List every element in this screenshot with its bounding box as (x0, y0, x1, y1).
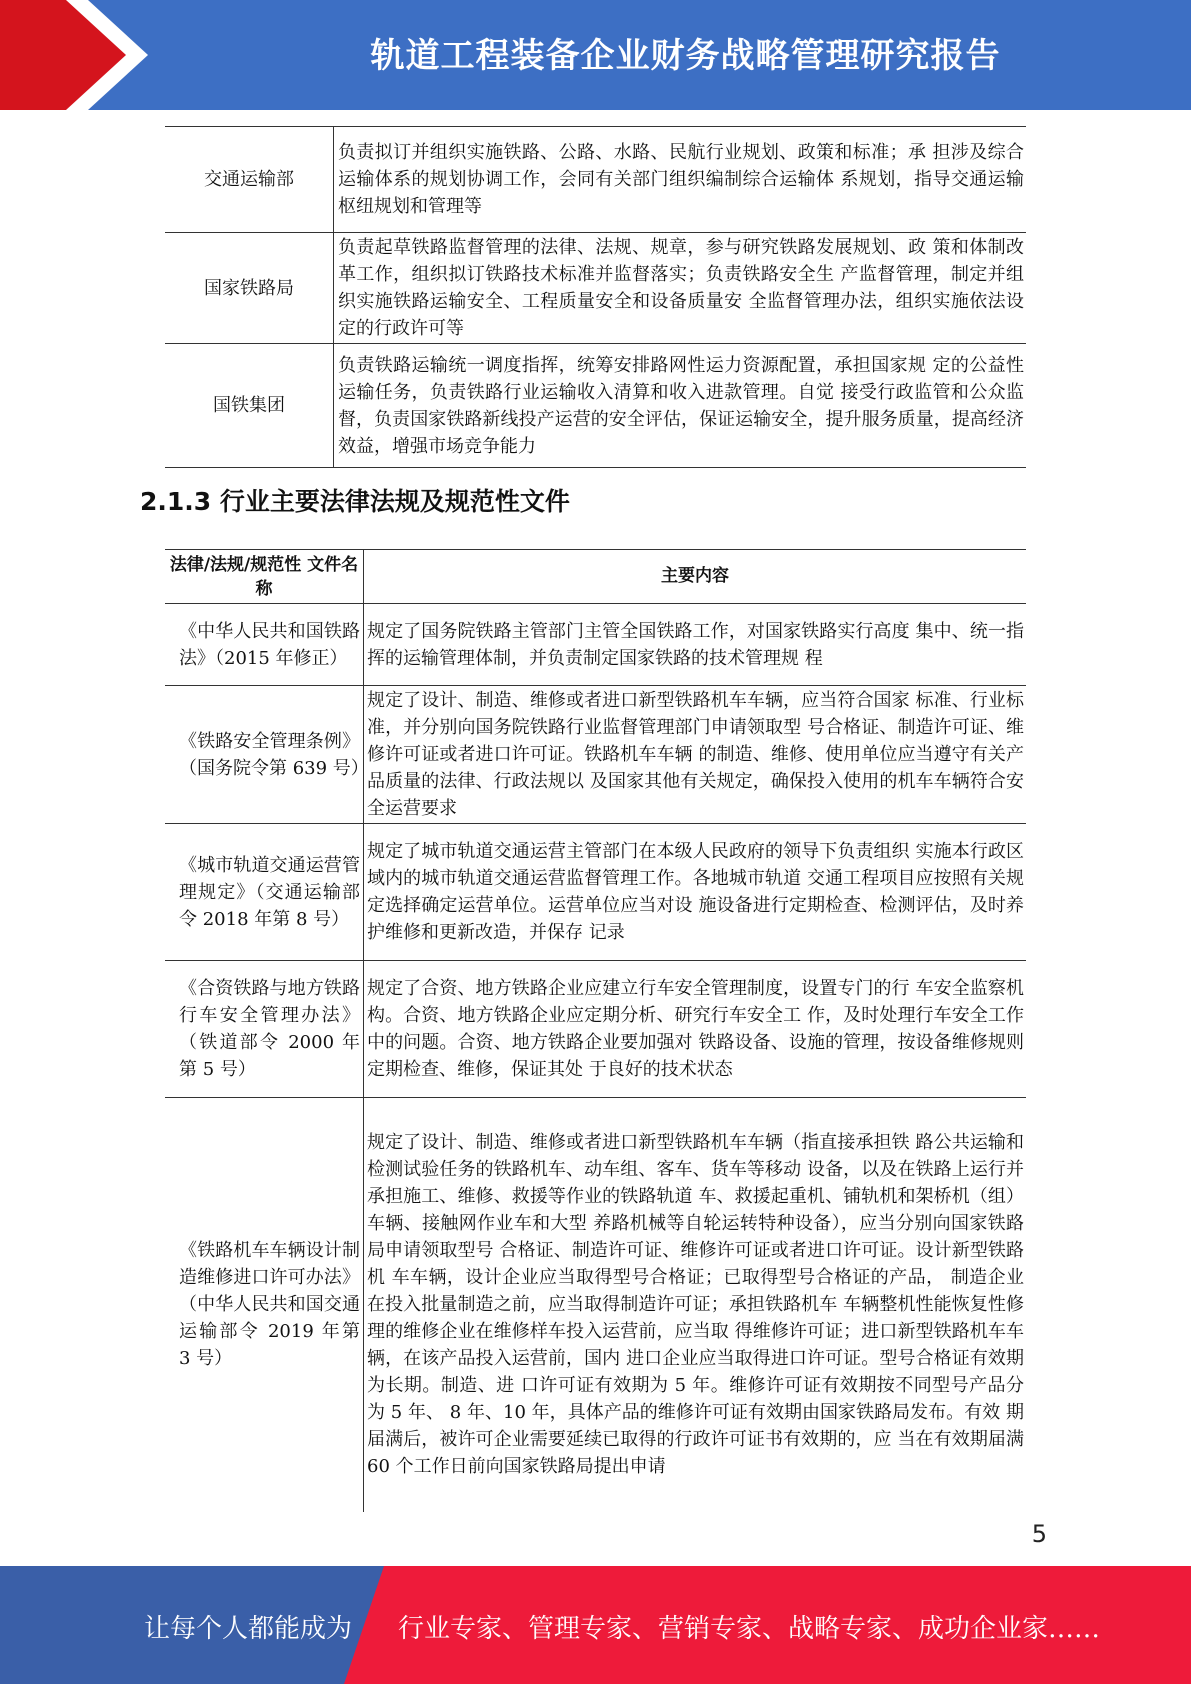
law-content: 规定了城市轨道交通运营主管部门在本级人民政府的领导下负责组织 实施本行政区域内的城市轨道交通运营监督管理工作。各地城市轨道 交通工程项目应按照有关规定选择确定运营单位。运营单位应当对设 施设备进行定期检查、检测评估，及时养护维修和更新改造，并保存 记录 (364, 824, 1027, 961)
table-row (165, 233, 1026, 344)
org-duty: 负责拟订并组织实施铁路、公路、水路、民航行业规划、政策和标准；承 担涉及综合运输体系的规划协调工作，会同有关部门组织编制综合运输体 系规划，指导交通运输枢纽规划和管理等 (334, 127, 1027, 233)
law-name: 《城市轨道交通运营管理规定》（交通运输部令 2018 年第 8 号） (165, 824, 364, 961)
org-duty: 负责起草铁路监督管理的法律、法规、规章，参与研究铁路发展规划、政 策和体制改革工作，组织拟订铁路技术标准并监督落实；负责铁路安全生 产监督管理，制定并组织实施铁路运输安全、工程质量安全和设备质量安 全监督管理办法，组织实施依法设定的行政许可等 (334, 233, 1027, 344)
page-number: 5 (1031, 1520, 1047, 1548)
law-content: 规定了国务院铁路主管部门主管全国铁路工作，对国家铁路实行高度 集中、统一指挥的运输管理体制，并负责制定国家铁路的技术管理规 程 (364, 604, 1027, 686)
table-row (165, 961, 1026, 1098)
table-row (165, 686, 1026, 824)
laws-table (165, 549, 1026, 1512)
table-row (165, 127, 1026, 233)
section-heading: 2.1.3 行业主要法律法规及规范性文件 (140, 487, 570, 516)
page-header (0, 0, 1191, 110)
table-header-row (165, 550, 1026, 604)
table-row (165, 824, 1026, 961)
law-content: 规定了设计、制造、维修或者进口新型铁路机车车辆，应当符合国家 标准、行业标准，并分别向国务院铁路行业监督管理部门申请领取型 号合格证、制造许可证、维修许可证或者进口许可证。铁路机车车辆 的制造、维修、使用单位应当遵守有关产品质量的法律、行政法规以 及国家其他有关规定，确保投入使用的机车车辆符合安全运营要求 (364, 686, 1027, 824)
page-footer (0, 1566, 1191, 1684)
law-content: 规定了设计、制造、维修或者进口新型铁路机车车辆（指直接承担铁 路公共运输和检测试验任务的铁路机车、动车组、客车、货车等移动 设备，以及在铁路上运行并承担施工、维修、救援等作业的铁路轨道 车、救援起重机、铺轨机和架桥机（组）车辆、接触网作业车和大型 养路机械等自轮运转特种设备），应当分别向国家铁路局申请领取型号 合格证、制造许可证、维修许可证或者进口许可证。设计新型铁路机 车车辆，设计企业应当取得型号合格证；已取得型号合格证的产品， 制造企业在投入批量制造之前，应当取得制造许可证；承担铁路机车 车辆整机性能恢复性修理的维修企业在维修样车投入运营前，应当取 得维修许可证；进口新型铁路机车车辆，在该产品投入运营前，国内 进口企业应当取得进口许可证。型号合格证有效期为长期。制造、进 口许可证有效期为 5 年。维修许可证有效期按不同型号产品分为 5 年、 8 年、10 年，具体产品的维修许可证有效期由国家铁路局发布。有效 期届满后，被许可企业需要延续已取得的行政许可证书有效期的，应 当在有效期届满 60 个工作日前向国家铁路局提出申请 (367, 1132, 1024, 1478)
org-name: 国铁集团 (165, 344, 334, 468)
table-row (165, 604, 1026, 686)
column-header-name: 法律/法规/规范性 文件名称 (165, 550, 364, 604)
column-header-content: 主要内容 (364, 550, 1027, 604)
footer-slogan-left: 让每个人都能成为 (144, 1614, 353, 1644)
org-name: 国家铁路局 (165, 233, 334, 344)
table-row (165, 1098, 1026, 1512)
org-name: 交通运输部 (165, 127, 334, 233)
law-name: 《合资铁路与地方铁路行车安全管理办法》（铁道部令 2000 年第 5 号） (165, 961, 364, 1098)
footer-slogan-right: 行业专家、管理专家、营销专家、战略专家、成功企业家…… (398, 1614, 1101, 1644)
table-row (165, 344, 1026, 468)
law-name: 《铁路安全管理条例》（国务院令第 639 号） (165, 686, 364, 824)
law-name: 《中华人民共和国铁路法》（2015 年修正） (165, 604, 364, 686)
law-name: 《铁路机车车辆设计制造维修进口许可办法》（中华人民共和国交通运输部令 2019 年第 3 号） (165, 1098, 364, 1512)
law-content: 规定了合资、地方铁路企业应建立行车安全管理制度，设置专门的行 车安全监察机构。合资、地方铁路企业应定期分析、研究行车安全工 作，及时处理行车安全工作中的问题。合资、地方铁路企业要加强对 铁路设备、设施的管理，按设备维修规则定期检查、维修，保证其处 于良好的技术状态 (364, 961, 1027, 1098)
regulators-table (165, 126, 1026, 468)
org-duty: 负责铁路运输统一调度指挥，统筹安排路网性运力资源配置，承担国家规 定的公益性运输任务，负责铁路行业运输收入清算和收入进款管理。自觉 接受行政监管和公众监督，负责国家铁路新线投产运营的安全评估，保证运输安全，提升服务质量，提高经济效益，增强市场竞争能力 (334, 344, 1027, 468)
report-title: 轨道工程装备企业财务战略管理研究报告 (370, 36, 1001, 76)
